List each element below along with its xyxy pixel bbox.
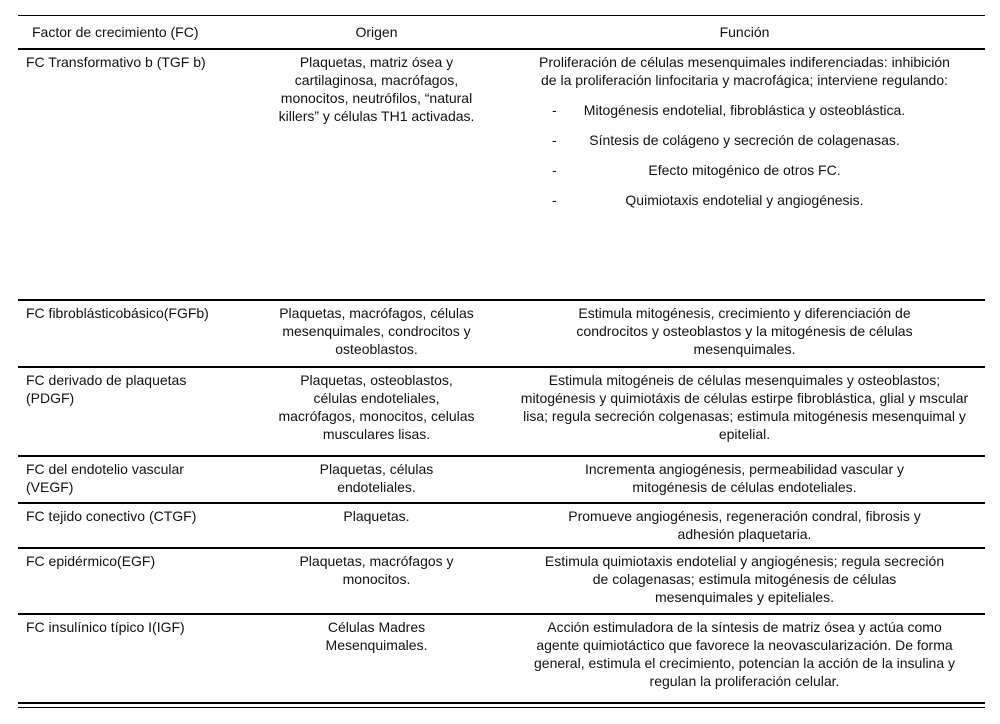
origen-text: Plaquetas, matriz ósea y cartilaginosa, macrófagos, monocitos, neutrófilos, “natural killers” y células TH1 activadas. [278,53,475,124]
table-header-row [18,16,985,49]
origen-text: Plaquetas, osteoblastos, células endoteliales, macrófagos, monocitos, celulas musculares lisas. [278,371,475,442]
origen-cell [249,614,504,703]
origen-cell [249,548,504,614]
header-origen: Origen [355,23,398,40]
funcion-cell [504,548,985,614]
factor-cell: FC Transformativo b (TGF b) [26,53,206,70]
origen-text: Plaquetas, células endoteliales. [319,460,434,495]
origen-cell [249,49,504,300]
funcion-text: Estimula mitogénesis, crecimiento y diferenciación de condrocitos y osteoblastos y la mitogénesis de células mesenquimales. [576,304,913,357]
bullet-text: Síntesis de colágeno y secreción de colagenasas. [589,131,900,148]
funcion-text: Acción estimuladora de la síntesis de matriz ósea y actúa como agente quimiotáctico que favorece la neovascularización. De forma general, estimula el crecimiento, potencian la acción de la insulina y regulan la proliferación celular. [534,618,956,689]
origen-text: Plaquetas, macrófagos y monocitos. [299,552,454,587]
growth-factors-table [18,15,985,704]
factor-cell: FC epidérmico(EGF) [26,552,156,569]
table-row [18,548,985,614]
factor-cell: FC insulínico típico I(IGF) [26,618,185,635]
factor-cell: FC fibroblásticobásico(FGFb) [26,304,209,321]
table-row [18,456,985,503]
dash-icon: - [552,191,557,208]
bullet-text: Quimiotaxis endotelial y angiogénesis. [625,191,864,208]
table-row [18,503,985,548]
header-funcion: Función [719,23,770,40]
bullet-item [514,101,975,119]
dash-icon: - [552,161,557,178]
funcion-cell [504,614,985,703]
origen-cell [249,503,504,548]
funcion-text: Estimula mitogéneis de células mesenquimales y osteoblastos; mitogénesis y quimiotáxis de células estirpe fibroblástica, glial y mscular lisa; regula secreción colgenasas; estimula mitogénesis mesenquimal y epitelial. [520,371,969,442]
funcion-text: Incrementa angiogénesis, permeabilidad vascular y mitogénesis de células endoteliales. [584,460,905,495]
bullet-text: Efecto mitogénico de otros FC. [648,161,841,178]
factor-cell: FC derivado de plaquetas (PDGF) [26,371,187,406]
table-row [18,367,985,456]
origen-text: Células Madres Mesenquimales. [325,618,428,653]
funcion-text: Proliferación de células mesenquimales indiferenciadas: inhibición de la proliferación linfocitaria y macrofágica; interviene regulando: [539,53,950,88]
funcion-cell [504,456,985,503]
origen-cell [249,456,504,503]
bullet-item [514,191,975,209]
funcion-cell [504,300,985,367]
header-factor: Factor de crecimiento (FC) [32,23,199,40]
bullet-item [514,161,975,179]
bullet-item [514,131,975,149]
table-bottom-rule [18,707,985,708]
origen-cell [249,367,504,456]
origen-text: Plaquetas, macrófagos, células mesenquimales, condrocitos y osteoblastos. [279,304,474,357]
dash-icon: - [552,131,557,148]
origen-text: Plaquetas. [343,507,410,524]
funcion-cell [504,49,985,300]
funcion-cell [504,367,985,456]
table-row [18,300,985,367]
bullet-text: Mitogénesis endotelial, fibroblástica y osteoblástica. [583,101,906,118]
dash-icon: - [552,101,557,118]
factor-cell: FC del endotelio vascular (VEGF) [26,460,184,495]
table-row [18,614,985,703]
table-row [18,49,985,300]
factor-cell: FC tejido conectivo (CTGF) [26,507,197,524]
funcion-text: Promueve angiogénesis, regeneración condral, fibrosis y adhesión plaquetaria. [568,507,921,542]
origen-cell [249,300,504,367]
funcion-cell [504,503,985,548]
funcion-text: Estimula quimiotaxis endotelial y angiogénesis; regula secreción de colagenasas; estimula mitogénesis de células mesenquimales y epiteliales. [544,552,945,605]
